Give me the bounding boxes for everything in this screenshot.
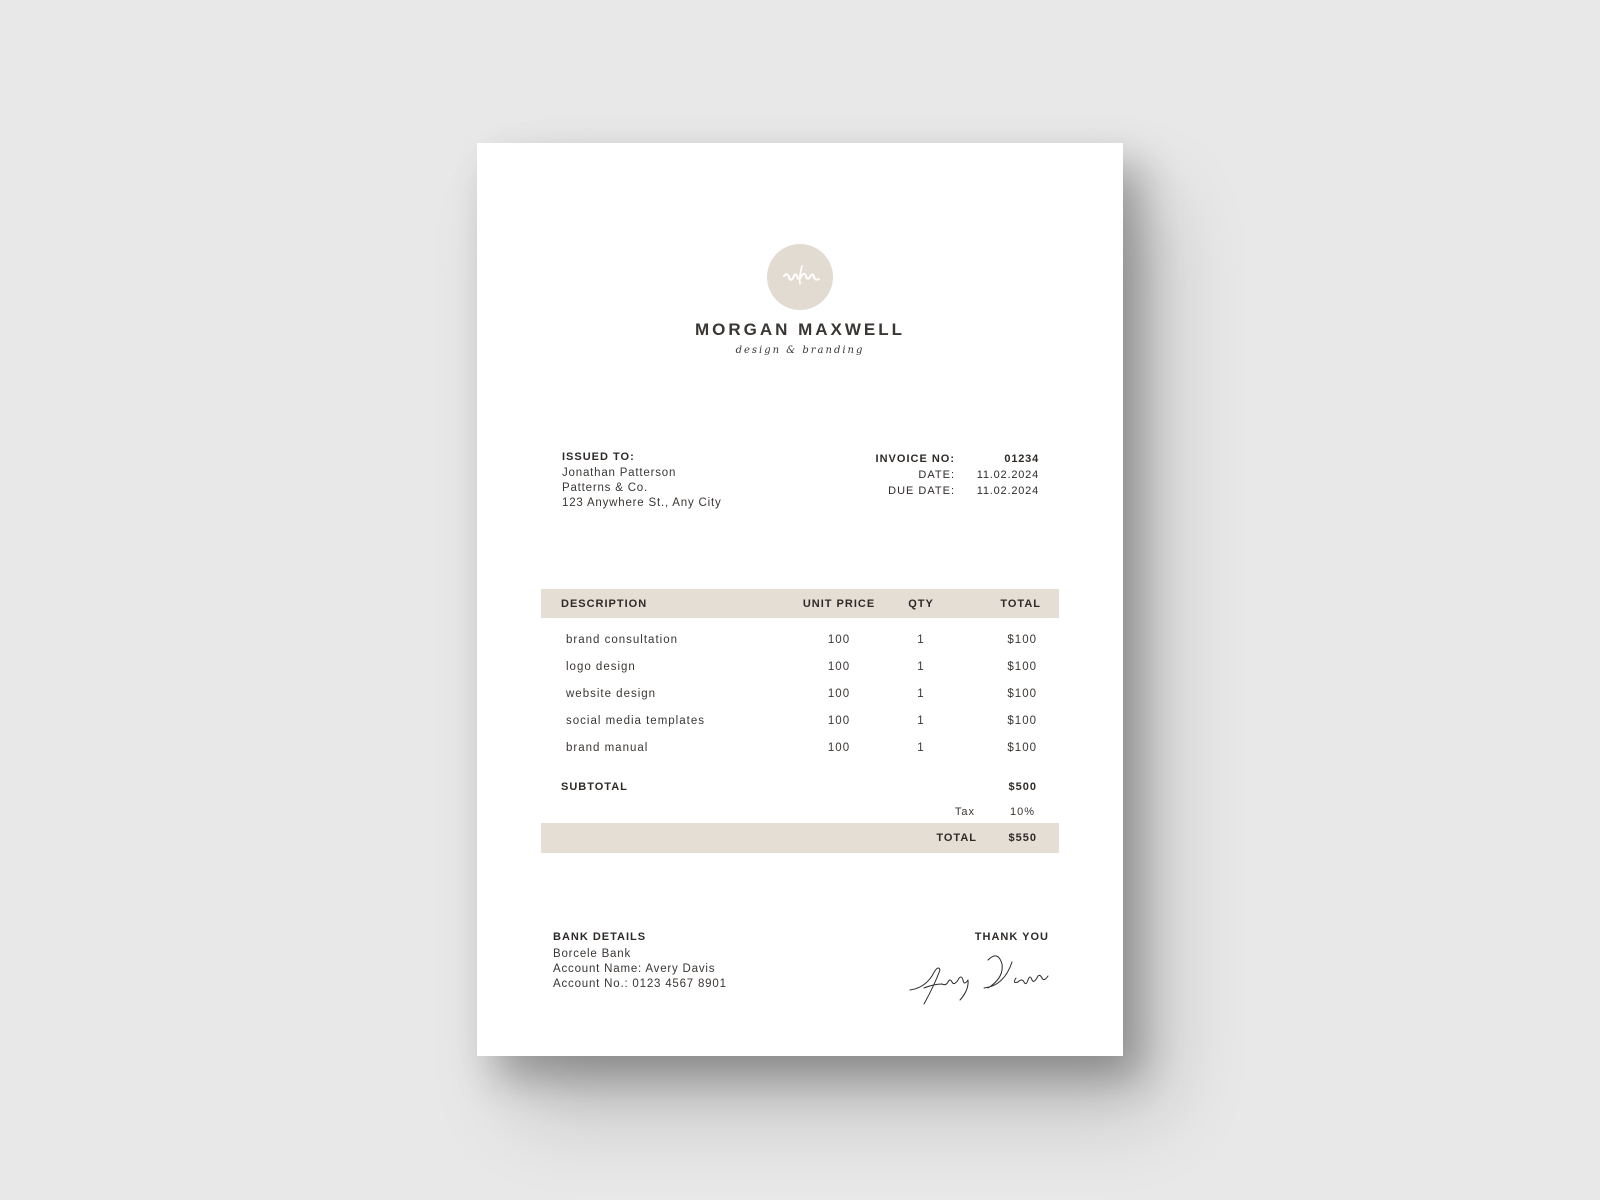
item-description: website design [566,688,657,700]
item-description: brand manual [566,742,649,754]
item-unit-price: 100 [827,634,851,646]
item-total: $100 [1007,715,1037,727]
invoice-page [477,143,1123,1056]
item-qty: 1 [917,661,925,673]
bank-details-label: BANK DETAILS [553,931,647,943]
item-qty: 1 [917,715,925,727]
item-qty: 1 [917,634,925,646]
brand-logo [767,244,833,310]
item-qty: 1 [917,688,925,700]
item-qty: 1 [917,742,925,754]
table-header [541,589,1059,618]
subtotal-value: $500 [1008,781,1037,793]
subtotal-label: SUBTOTAL [561,781,628,793]
item-unit-price: 100 [827,688,851,700]
bank-name: Borcele Bank [553,948,631,960]
header-qty: QTY [908,598,934,610]
invoice-date: 11.02.2024 [976,469,1039,481]
tax-row [541,806,1059,824]
subtotal-row [541,781,1059,799]
invoice-number-label: INVOICE NO: [875,453,955,465]
item-total: $100 [1007,661,1037,673]
table-row [541,688,1059,706]
account-number: Account No.: 0123 4567 8901 [553,978,727,990]
client-name: Jonathan Patterson [562,467,677,479]
total-label: TOTAL [936,832,977,844]
due-date-label: DUE DATE: [888,485,955,497]
signature-image [908,948,1058,1008]
header-unit-price: UNIT PRICE [802,598,876,610]
item-description: brand consultation [566,634,678,646]
brand-name: MORGAN MAXWELL [694,320,906,339]
table-row [541,634,1059,652]
due-date: 11.02.2024 [976,485,1039,497]
table-row [541,661,1059,679]
issued-to-block [562,451,722,511]
tax-value: 10% [1009,806,1035,818]
monogram-icon [767,244,833,310]
item-total: $100 [1007,634,1037,646]
item-unit-price: 100 [827,661,851,673]
item-unit-price: 100 [827,742,851,754]
table-row [541,742,1059,760]
issued-to-label: ISSUED TO: [562,451,635,463]
header-description: DESCRIPTION [561,598,648,610]
invoice-meta [857,451,1039,499]
client-company: Patterns & Co. [562,482,648,494]
bank-details [553,931,727,992]
invoice-number: 01234 [1004,453,1039,465]
item-description: logo design [566,661,636,673]
header-total: TOTAL [1000,598,1041,610]
invoice-date-label: DATE: [918,469,955,481]
tax-label: Tax [954,806,975,818]
item-description: social media templates [566,715,705,727]
item-unit-price: 100 [827,715,851,727]
thank-you-label: THANK YOU [974,931,1049,943]
total-row [541,823,1059,853]
item-total: $100 [1007,688,1037,700]
table-row [541,715,1059,733]
brand-tagline: design & branding [735,345,865,356]
item-total: $100 [1007,742,1037,754]
invoice-number-row [857,451,1039,467]
due-date-row [857,483,1039,499]
client-address: 123 Anywhere St., Any City [562,497,722,509]
invoice-date-row [857,467,1039,483]
account-name: Account Name: Avery Davis [553,963,716,975]
total-value: $550 [1008,832,1037,844]
